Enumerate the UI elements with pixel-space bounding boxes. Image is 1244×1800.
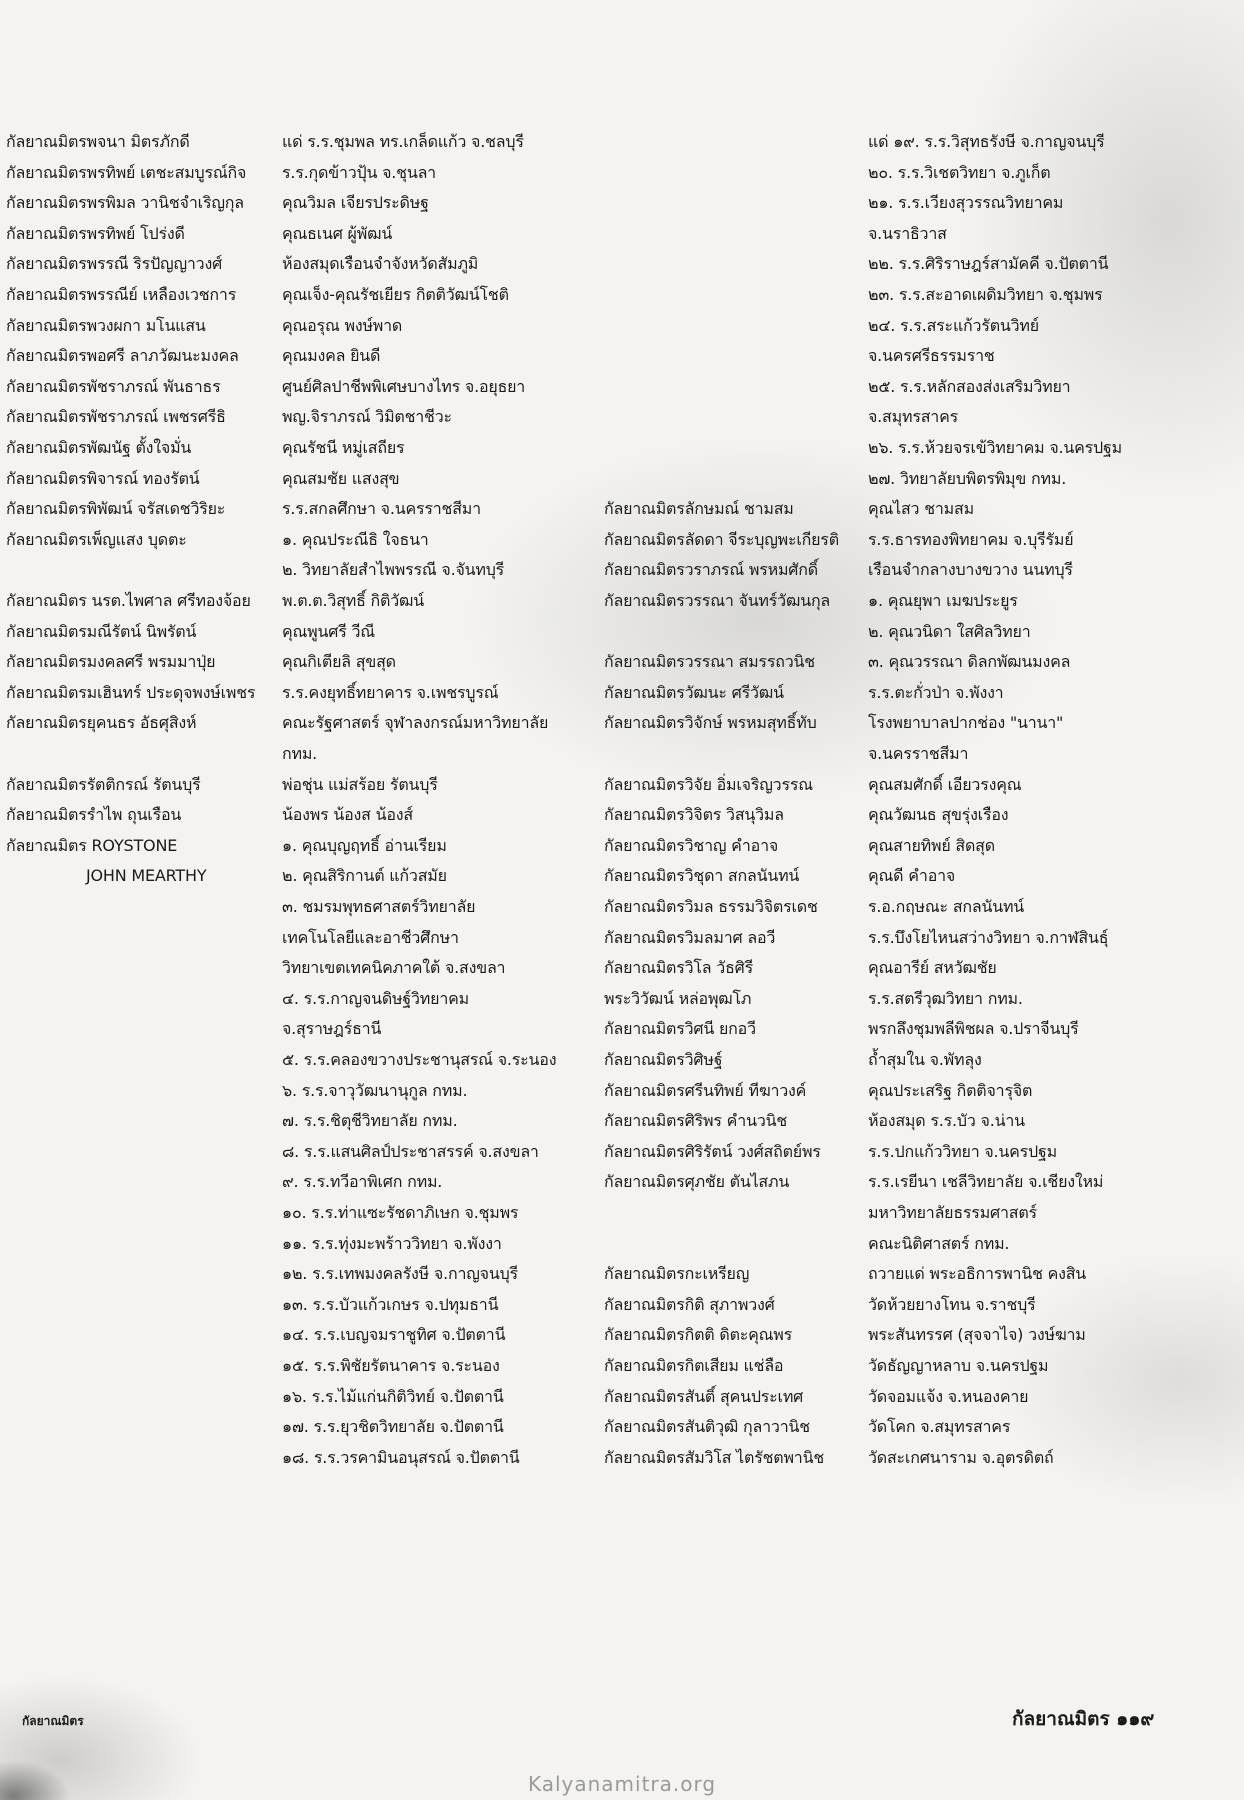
donor-name: กัลยาณมิตรพรรณีย์ เหลืองเวชการ (6, 285, 237, 304)
recipient-entry: พ่อชุ่น แม่สร้อย รัตนบุรี (282, 774, 438, 794)
recipient-entry: ร.ร.สตรีวุฒวิทยา กทม. (868, 988, 1023, 1008)
recipient-entry: ๗. ร.ร.ชิตุชีวิทยาลัย กทม. (282, 1111, 458, 1131)
donor-name: กัลยาณมิตรศุภชัย ตันไสภน (604, 1172, 790, 1192)
recipient-entry: ๒๓. ร.ร.สะอาดเผดิมวิทยา จ.ชุมพร (868, 285, 1103, 304)
donor-name: กัลยาณมิตรพัชราภรณ์ พันธาธร (6, 376, 221, 396)
donor-name: กัลยาณมิตรกิตติ ดิตะคุณพร (604, 1325, 793, 1345)
recipient-entry: ๓. คุณวรรณา ดิลกพัฒนมงคล (868, 652, 1071, 672)
donor-name: กัลยาณมิตรวิโล วัธศิรี (604, 958, 753, 978)
recipient-entry: ๒๒. ร.ร.ศิริราษฎร์สามัคคี จ.ปัตตานี (868, 254, 1109, 274)
recipient-entry: ร.ร.ธารทองพิทยาคม จ.บุรีรัมย์ (868, 529, 1074, 549)
donor-name: กัลยาณมิตรวิศิษฐ์ (604, 1050, 723, 1069)
recipient-entry: ๑๘. ร.ร.วรคามินอนุสรณ์ จ.ปัตตานี (282, 1447, 520, 1467)
recipient-entry: คุณอรุณ พงษ์พาด (282, 315, 403, 335)
recipient-entry: ๑๐. ร.ร.ท่าแซะรัชดาภิเษก จ.ชุมพร (282, 1203, 519, 1222)
donor-name: กัลยาณมิตรวรรณา สมรรถวนิช (604, 652, 815, 672)
recipient-entry: ๒๕. ร.ร.หลักสองส่งเสริมวิทยา (868, 376, 1071, 396)
donor-name: กัลยาณมิตรพรพิมล วานิชจำเริญกุล (6, 193, 244, 213)
recipient-entry: แด่ ร.ร.ชุมพล ทร.เกล็ดแก้ว จ.ชลบุรี (282, 132, 524, 151)
donor-name: กัลยาณมิตรกะเหรียญ (604, 1264, 750, 1284)
recipient-entry: คุณกิเตียลิ สุขสุด (282, 652, 396, 672)
recipient-entry: ร.ร.คงยุทธิ์ทยาคาร จ.เพชรบูรณ์ (282, 682, 499, 702)
donor-name: กัลยาณมิตรวราภรณ์ พรหมศักดิ์ (604, 560, 818, 580)
recipient-entry: ๓. ชมรมพุทธศาสตร์วิทยาลัย (282, 897, 476, 916)
donor-name: กัลยาณมิตรวิชาญ คำอาจ (604, 835, 779, 855)
recipient-entry: ห้องสมุด ร.ร.บัว จ.น่าน (868, 1111, 1025, 1131)
recipient-entry: น้องพร น้องส น้องส์ (282, 805, 413, 825)
recipient-entry: พ.ต.ต.วิสุทธิ์ กิติวัฒน์ (282, 591, 424, 610)
donor-name: กัลยาณมิตรวรรณา จันทร์วัฒนกุล (604, 591, 831, 610)
donor-name: กัลยาณมิตรพิพัฒน์ จรัสเดชวิริยะ (6, 499, 226, 519)
recipient-entry: ร.ร.บึงโยไหนสว่างวิทยา จ.กาฬสินธุ์ (868, 927, 1109, 947)
recipient-entry: วิทยาเขตเทคนิคภาคใต้ จ.สงขลา (282, 958, 506, 978)
donor-name: กัลยาณมิตรพรทิพย์ เตชะสมบูรณ์กิจ (6, 162, 247, 182)
recipient-entry: คุณประเสริฐ กิตติจารุจิต (868, 1080, 1033, 1100)
recipient-entry: จ.นราธิวาส (868, 223, 947, 243)
recipient-entry: คุณไสว ชามสม (868, 499, 974, 519)
recipient-entry: พญ.จิราภรณ์ วิมิตชาชีวะ (282, 407, 452, 427)
recipient-entry: แด่ ๑๙. ร.ร.วิสุทธรังษี จ.กาญจนบุรี (868, 132, 1105, 151)
donor-name: กัลยาณมิตรสันติ์ สุคนประเทศ (604, 1386, 804, 1406)
recipient-entry: คุณพูนศรี วีณี (282, 621, 375, 641)
recipient-entry: ๑๖. ร.ร.ไม้แก่นกิติวิทย์ จ.ปัตตานี (282, 1386, 504, 1406)
donor-name: กัลยาณมิตรวิจักษ์ พรหมสุทธิ์ทับ (604, 713, 817, 733)
recipient-entry: จ.นครศรีธรรมราช (868, 346, 995, 366)
recipient-entry: คุณรัชนี หมู่เสถียร (282, 438, 405, 457)
recipient-entry: ๑. คุณยุพา เมฆประยูร (868, 591, 1018, 610)
donor-name: กัลยาณมิตรวัฒนะ ศรีวัฒน์ (604, 682, 784, 702)
donor-name: กัลยาณมิตร นรต.ไพศาล ศรีทองจ้อย (6, 591, 251, 610)
recipient-entry: วัดธัญญาหลาบ จ.นครปฐม (868, 1356, 1049, 1375)
recipient-entry: ๑๔. ร.ร.เบญจมราชูทิศ จ.ปัตตานี (282, 1325, 506, 1345)
recipient-entry: ร.ร.เรยีนา เชลีวิทยาลัย จ.เชียงใหม่ (868, 1172, 1104, 1192)
recipient-entry: ๑. คุณประณีธิ ใจธนา (282, 529, 429, 549)
donor-name: กัลยาณมิตรพัฒนัฐ ตั้งใจมั่น (6, 438, 192, 457)
donor-name: กัลยาณมิตรวิมล ธรรมวิจิตรเดช (604, 897, 818, 916)
recipient-entry: วัดจอมแจ้ง จ.หนองคาย (868, 1386, 1029, 1406)
donor-name: กัลยาณมิตรวิมลมาศ ลอวี (604, 927, 776, 947)
footer-left-label: กัลยาณมิตร (22, 1714, 84, 1728)
recipient-entry: ร.ร.กุดข้าวปุ้น จ.ชุนลา (282, 162, 436, 182)
recipient-entry: ๒๑. ร.ร.เวียงสุวรรณวิทยาคม (868, 193, 1064, 213)
recipient-entry: ร.ร.สกลศึกษา จ.นครราชสีมา (282, 499, 481, 519)
recipient-entry: ๘. ร.ร.แสนศิลป์ประชาสรรค์ จ.สงขลา (282, 1141, 539, 1161)
donor-name: กัลยาณมิตรเพ็ญแสง บุดตะ (6, 529, 187, 549)
recipient-entry: ๑๒. ร.ร.เทพมงคลรังษี จ.กาญจนบุรี (282, 1264, 518, 1284)
recipient-entry: ๙. ร.ร.ทวีอาพิเศก กทม. (282, 1172, 443, 1192)
donor-name: กัลยาณมิตรมเฮินทร์ ประดุจพงษ์เพชร (6, 682, 256, 702)
recipient-entry: ห้องสมุดเรือนจำจังหวัดสัมภูมิ (282, 254, 479, 274)
recipient-entry: ๒. คุณสิริกานต์ แก้วสมัย (282, 866, 447, 886)
donor-name: กัลยาณมิตรมณีรัตน์ นิพรัตน์ (6, 621, 197, 641)
recipient-entry: คุณเจ็ง-คุณรัชเยียร กิตติวัฒน์โชติ (282, 285, 509, 304)
donor-name: กัลยาณมิตรวิจิตร วิสนุวิมล (604, 805, 784, 825)
recipient-entry: ศูนย์ศิลปาชีพพิเศษบางไทร จ.อยุธยา (282, 376, 526, 396)
recipient-entry: ร.ร.ตะกั่วป่า จ.พังงา (868, 682, 1004, 702)
recipient-entry: ๑. คุณบุญฤทธิ์ อ่านเรียม (282, 835, 447, 855)
donor-name: กัลยาณมิตรศิริพร คำนวนิช (604, 1111, 788, 1131)
recipient-entry: ๒๔. ร.ร.สระแก้วรัตนวิทย์ (868, 315, 1039, 335)
recipient-entry: จ.นครราชสีมา (868, 744, 969, 763)
recipient-entry: ๒๖. ร.ร.ห้วยจรเข้วิทยาคม จ.นครปฐม (868, 438, 1122, 457)
recipient-entry: ร.อ.กฤษณะ สกลนันทน์ (868, 897, 1025, 916)
recipient-entry: พรกลึงชุมพลีพิชผล จ.ปราจีนบุรี (868, 1019, 1079, 1039)
donor-name: กัลยาณมิตรพวงผกา มโนแสน (6, 315, 206, 335)
recipient-entry: คณะรัฐศาสตร์ จุฬาลงกรณ์มหาวิทยาลัย (282, 713, 549, 733)
recipient-entry: คุณสมชัย แสงสุข (282, 468, 400, 488)
recipient-entry: จ.สมุทรสาคร (868, 407, 958, 427)
recipient-entry: คุณธเนศ ผู้พัฒน์ (282, 223, 393, 243)
recipient-entry: ๑๗. ร.ร.ยุวชิตวิทยาลัย จ.ปัตตานี (282, 1417, 504, 1437)
donor-name: กัลยาณมิตร ROYSTONE (6, 835, 178, 855)
recipient-entry: คุณสมศักดิ์ เอียวรงคุณ (868, 774, 1022, 794)
recipient-entry: จ.สุราษฎร์ธานี (282, 1019, 382, 1039)
recipient-entry: ๒. วิทยาลัยสำไพพรรณี จ.จันทบุรี (282, 560, 505, 580)
page-number-label: กัลยาณมิตร ๑๑๙ (1012, 1708, 1155, 1730)
watermark-text: Kalyanamitra.org (527, 1772, 717, 1796)
recipient-entry: ถ้ำสุมใน จ.พัทลุง (868, 1050, 982, 1069)
recipient-entry: วัดสะเกศนาราม จ.อุตรดิตถ์ (868, 1447, 1054, 1467)
donor-name: กัลยาณมิตรพัชราภรณ์ เพชรศรีธิ (6, 407, 226, 427)
recipient-entry: คณะนิติศาสตร์ กทม. (868, 1233, 1010, 1253)
donor-name: กัลยาณมิตรวิจัย อิ่มเจริญวรรณ (604, 774, 813, 794)
donor-name: กัลยาณมิตรกิตเสียม แช่ลือ (604, 1356, 784, 1375)
recipient-entry: ๒๗. วิทยาลัยบพิตรพิมุข กทม. (868, 468, 1067, 488)
donor-name: กัลยาณมิตรมงคลศรี พรมมาปุ่ย (6, 652, 216, 672)
donor-name: กัลยาณมิตรสันติวุฒิ กุลาวานิช (604, 1417, 810, 1437)
donor-name: กัลยาณมิตรรำไพ ถุนเรือน (6, 805, 182, 825)
donor-name: กัลยาณมิตรลัดดา จีระบุญพะเกียรติ (604, 529, 839, 549)
donor-name: กัลยาณมิตรรัตติกรณ์ รัตนบุรี (6, 774, 201, 794)
recipient-entry: คุณอารีย์ สหวัฒชัย (868, 958, 997, 978)
donor-name: กัลยาณมิตรพอศรี ลาภวัฒนะมงคล (6, 346, 239, 366)
recipient-entry: ๑๑. ร.ร.ทุ่งมะพร้าววิทยา จ.พังงา (282, 1233, 502, 1253)
recipient-entry: วัดห้วยยางโทน จ.ราชบุรี (868, 1294, 1036, 1314)
donor-name: พระวิวัฒน์ หล่อพุฒโภ (604, 988, 752, 1008)
recipient-entry: คุณวัฒนธ สุขรุ่งเรือง (868, 805, 1009, 825)
donor-name: กัลยาณมิตรพรรณี ริรปัญญาวงศ์ (6, 254, 223, 274)
donor-name: กัลยาณมิตรยุคนธร อัธศุสิงห์ (6, 713, 197, 733)
recipient-entry: คุณดี คำอาจ (868, 866, 956, 886)
recipient-entry: ๔. ร.ร.กาญจนดิษฐ์วิทยาคม (282, 988, 469, 1008)
recipient-entry: โรงพยาบาลปากช่อง "นานา" (868, 713, 1064, 733)
donor-name: กัลยาณมิตรพจนา มิตรภักดี (6, 132, 190, 151)
recipient-entry: ๒. คุณวนิดา ใสศิลวิทยา (868, 621, 1031, 641)
donor-name: กัลยาณมิตรลักษมณ์ ชามสม (604, 499, 794, 519)
recipient-entry: เรือนจำกลางบางขวาง นนทบุรี (868, 560, 1073, 580)
donor-name: กัลยาณมิตรพรทิพย์ โปร่งดี (6, 223, 185, 243)
recipient-entry: มหาวิทยาลัยธรรมศาสตร์ (868, 1203, 1037, 1222)
donor-name: กัลยาณมิตรวิชุดา สกลนันทน์ (604, 866, 800, 886)
recipient-entry: ถวายแด่ พระอธิการพานิช คงสิน (868, 1264, 1087, 1284)
donor-name: กัลยาณมิตรพิจารณ์ ทองรัตน์ (6, 468, 200, 488)
donor-name: กัลยาณมิตรศิริรัตน์ วงศ์สถิตย์พร (604, 1141, 821, 1161)
recipient-entry: กทม. (282, 744, 318, 763)
donor-name: กัลยาณมิตรวิศนี ยกอวี (604, 1019, 756, 1039)
recipient-entry: คุณมงคล ยินดี (282, 346, 381, 366)
recipient-entry: ร.ร.ปกแก้ววิทยา จ.นครปฐม (868, 1141, 1057, 1161)
recipient-entry: ๑๕. ร.ร.พิชัยรัตนาคาร จ.ระนอง (282, 1356, 500, 1375)
recipient-entry: พระสันทรรศ (สุจจาไจ) วงษ์ฆาม (868, 1325, 1086, 1345)
donor-name: JOHN MEARTHY (86, 866, 207, 886)
recipient-entry: ๕. ร.ร.คลองขวางประชานุสรณ์ จ.ระนอง (282, 1050, 557, 1069)
donor-name: กัลยาณมิตรศรีนทิพย์ ทีฆาวงค์ (604, 1080, 807, 1100)
recipient-entry: ๖. ร.ร.จาวุวัฒนานุกูล กทม. (282, 1080, 468, 1100)
recipient-entry: เทคโนโลยีและอาชีวศึกษา (282, 927, 459, 947)
recipient-entry: คุณสายทิพย์ สิดสุด (868, 835, 995, 855)
recipient-entry: ๑๓. ร.ร.บัวแก้วเกษร จ.ปทุมธานี (282, 1294, 499, 1314)
recipient-entry: คุณวิมล เจียรประดิษฐ (282, 193, 429, 213)
recipient-entry: วัดโคก จ.สมุทรสาคร (868, 1417, 1011, 1437)
donor-name: กัลยาณมิตรกิติ สุภาพวงศ์ (604, 1294, 775, 1314)
recipient-entry: ๒๐. ร.ร.วิเชตวิทยา จ.ภูเก็ต (868, 162, 1051, 182)
donor-name: กัลยาณมิตรสัมวิโส ไตรัชตพานิช (604, 1447, 824, 1467)
